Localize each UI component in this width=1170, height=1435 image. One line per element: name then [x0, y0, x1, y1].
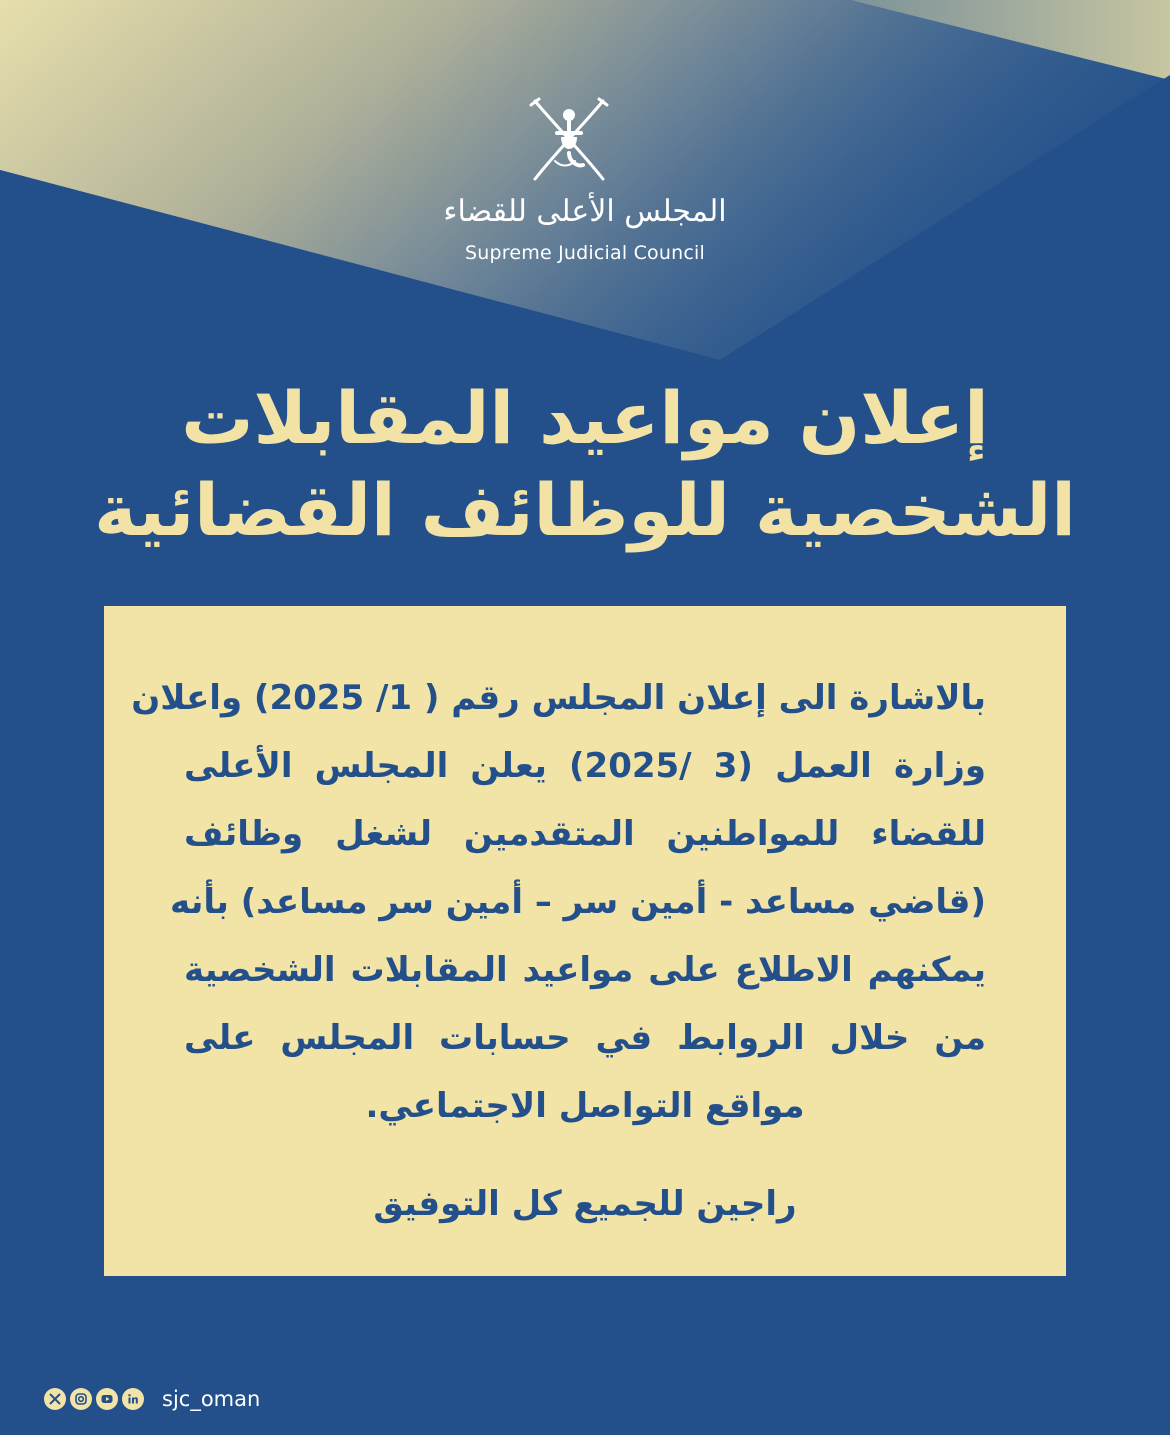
notice-line: بالاشارة الى إعلان المجلس رقم ( 1/ 2025) واعلان	[131, 678, 986, 718]
notice-body	[131, 664, 986, 1140]
social-footer	[44, 1384, 260, 1414]
title-line-2: الشخصية للوظائف القضائية	[94, 468, 1076, 552]
social-handle[interactable]: sjc_oman	[162, 1387, 261, 1411]
notice-line: يمكنهم الاطلاع على مواعيد المقابلات الشخصية	[184, 950, 986, 990]
x-icon[interactable]	[44, 1388, 66, 1410]
title-line-1: إعلان مواعيد المقابلات	[181, 376, 989, 460]
notice-box	[104, 606, 1066, 1276]
khanjar-crossed-swords-icon	[525, 95, 613, 185]
notice-line: (قاضي مساعد - أمين سر – أمين سر مساعد) بأنه	[169, 882, 986, 922]
notice-line: وزارة العمل (3 /2025) يعلن المجلس الأعلى	[184, 746, 986, 786]
notice-line: مواقع التواصل الاجتماعي.	[365, 1086, 805, 1126]
page-title	[90, 372, 1080, 556]
notice-line: من خلال الروابط في حسابات المجلس على	[184, 1018, 986, 1058]
org-name-english: Supreme Judicial Council	[465, 242, 705, 264]
closing-text: راجين للجميع كل التوفيق	[373, 1184, 797, 1224]
notice-line: للقضاء للمواطنين المتقدمين لشغل وظائف	[184, 814, 986, 854]
youtube-icon[interactable]	[96, 1388, 118, 1410]
instagram-icon[interactable]	[70, 1388, 92, 1410]
org-name-arabic: المجلس الأعلى للقضاء	[443, 194, 727, 229]
linkedin-icon[interactable]	[122, 1388, 144, 1410]
